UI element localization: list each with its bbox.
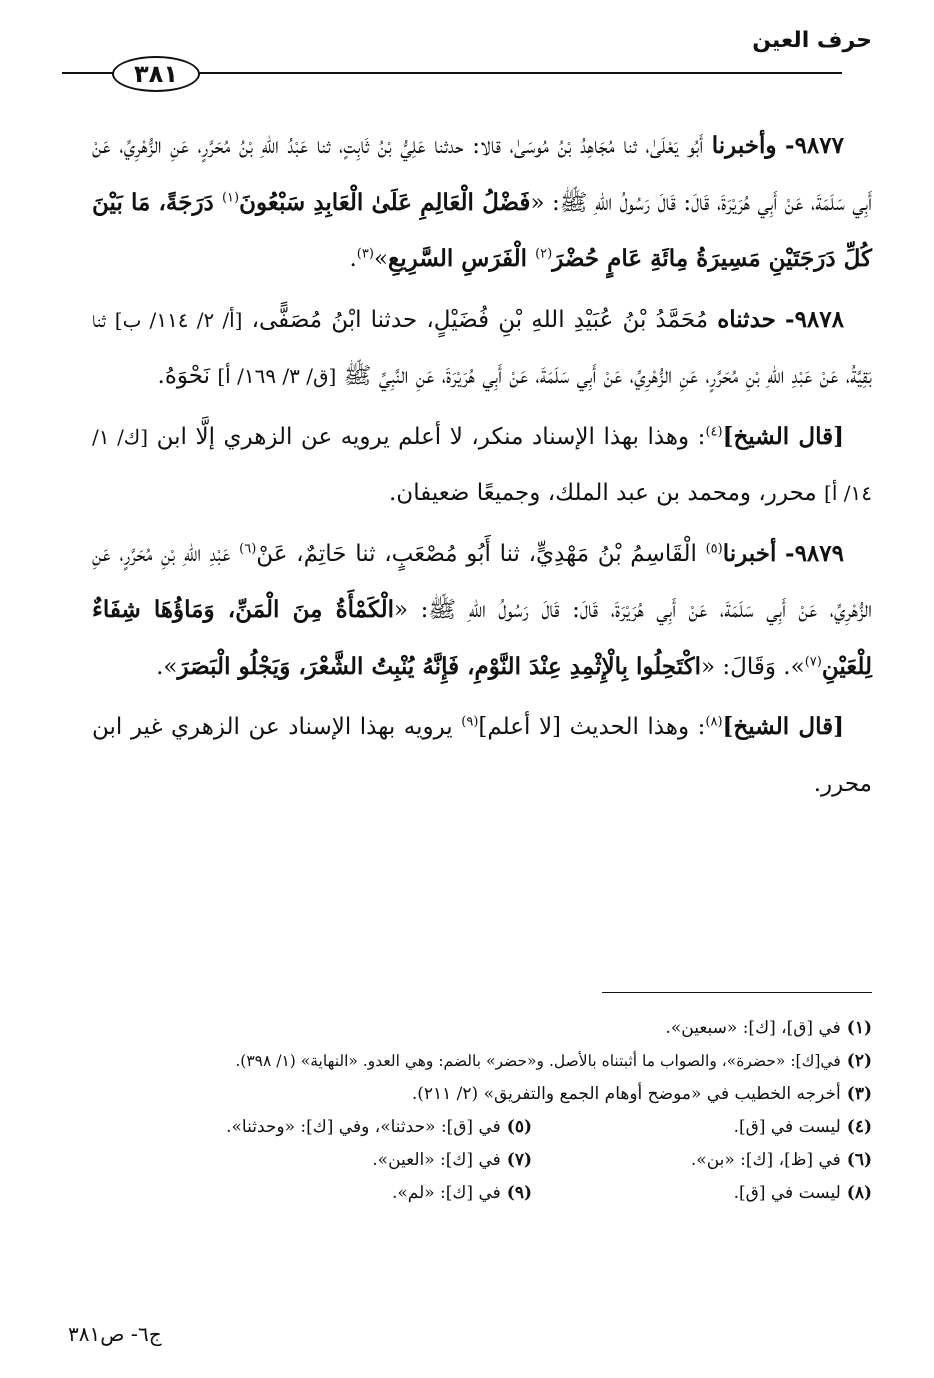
hadith-text: الْقَاسِمُ بْنُ مَهْدِيٍّ، ثنا أَبُو مُصْعَبٍ، ثنا حَاتِمٌ، عَنْ xyxy=(256,540,706,567)
comment-text: : وهذا بهذا الإسناد منكر، لا أعلم يرويه عن الزهري إلَّا ابن xyxy=(148,423,706,450)
footnote-9 xyxy=(192,1177,532,1210)
footnote-text: أخرجه الخطيب في «موضح أوهام الجمع والتفريق» (٢/ ٢١١). xyxy=(411,1084,841,1104)
hadith-text: . xyxy=(349,246,357,272)
footnote-text: في [ك]: «العين». xyxy=(372,1150,501,1170)
volume-page-signature: ج٦- ص٣٨١ xyxy=(68,1322,162,1346)
sheikh-comment-1 xyxy=(92,409,872,522)
prophetic-quote: دَرَجَةً، مَا بَيْنَ كُلِّ دَرَجَتَيْنِ مَسِيرَةُ مِائَةِ عَامٍ حُضْرَ xyxy=(92,188,872,272)
comment-text: محرر، ومحمد بن عبد الملك، وجميعًا ضعيفان. xyxy=(389,480,825,506)
comment-text: يرويه بهذا الإسناد عن الزهري غير ابن محرر. xyxy=(92,714,872,797)
narration-keyword: أخبرنا xyxy=(722,539,777,567)
manuscript-reference: [أ/ ٢/ ١١٤/ ب] xyxy=(114,307,243,332)
hadith-number: ٩٨٧٨- xyxy=(785,305,844,333)
footnotes xyxy=(92,1012,872,1210)
footnote-number: (٩) xyxy=(506,1183,532,1203)
footnote-separator xyxy=(602,992,872,993)
narration-keyword: وأخبرنا xyxy=(711,132,777,159)
footnote-8 xyxy=(532,1177,872,1210)
footnote-marker: (٦) xyxy=(239,540,257,556)
footnote-row xyxy=(92,1177,872,1210)
narration-keyword: حدثناه xyxy=(717,305,776,333)
footnote-1 xyxy=(92,1012,872,1045)
manuscript-reference: [ك/ ١/ ١٤/ أ] xyxy=(92,424,872,505)
footnote-number: (٨) xyxy=(846,1183,872,1203)
footnote-2 xyxy=(92,1045,872,1078)
comment-text: : وهذا الحديث xyxy=(561,714,706,740)
footnote-text: في [ظ]، [ك]: «بن». xyxy=(690,1150,841,1170)
hadith-9877 xyxy=(92,118,872,288)
footnote-7 xyxy=(192,1144,532,1177)
hadith-9878 xyxy=(92,292,872,405)
body-text xyxy=(92,118,872,816)
footnote-marker: (٧) xyxy=(804,653,822,669)
footnote-number: (٢) xyxy=(846,1051,872,1071)
footnote-5 xyxy=(92,1111,532,1144)
manuscript-reference: [ق/ ٣/ ١٦٩/ أ] xyxy=(217,364,337,388)
footnote-marker: (٩) xyxy=(461,714,479,730)
prophetic-quote: الْكَمْأَةُ مِنَ الْمَنِّ، وَمَاؤُهَا شِفَاءٌ لِلْعَيْنِ xyxy=(92,596,872,680)
footnote-number: (٥) xyxy=(506,1117,532,1137)
sheikh-comment-2 xyxy=(92,699,872,812)
prophetic-quote: اكْتَحِلُوا بِالْإِثْمِدِ عِنْدَ النَّوْمِ، فَإِنَّهُ يُنْبِتُ الشَّعْرَ، وَيَجْلُو الْبَصَرَ xyxy=(177,652,702,680)
hadith-text: ». وَقَالَ: « xyxy=(701,653,805,680)
footnote-3 xyxy=(92,1078,872,1111)
hadith-text: أَبُو يَعْلَىٰ، ثنا مُجَاهِدُ بْنُ مُوسَىٰ، قالا: حدثنا عَلِيُّ بْنُ ثَابِتٍ، ثنا عَبْدُ اللهِ بْنُ مُحَرَّرٍ، عَنِ الزُّهْرِيِّ، عَنْ أَبِي سَلَمَةَ، عَنْ أَبِي هُرَيْرَةَ، قَالَ: قَالَ رَسُولُ اللهِ ﷺ: « xyxy=(92,133,872,216)
footnote-marker: (٨) xyxy=(705,714,723,730)
footnote-number: (٦) xyxy=(846,1150,872,1170)
footnote-text: في[ك]: «حضرة»، والصواب ما أثبتناه بالأصل. و«حضر» بالضم: وهي العدو. «النهاية» (١/ ٣٩٨). xyxy=(235,1052,841,1070)
page-number-badge: ٣٨١ xyxy=(112,56,200,92)
footnote-marker: (١) xyxy=(221,189,240,205)
comment-lead: [قال الشيخ] xyxy=(722,422,844,450)
running-head: حرف العين xyxy=(752,28,872,53)
footnote-number: (٤) xyxy=(846,1117,872,1137)
footnote-marker: (٣) xyxy=(356,246,374,262)
footnote-text: ليست في [ق]. xyxy=(733,1183,841,1203)
footnote-marker: (٥) xyxy=(705,540,723,556)
footnote-number: (١) xyxy=(846,1018,872,1038)
hadith-number: ٩٨٧٩- xyxy=(785,539,844,567)
hadith-number: ٩٨٧٧- xyxy=(785,132,844,159)
hadith-text: ثنا بَقِيَّةُ، عَنْ عَبْدِ اللهِ بْنِ مُحَرَّرٍ، عَنِ الزُّهْرِيِّ، عَنْ أَبِي سَلَمَةَ، عَنْ أَبِي هُرَيْرَةَ، عَنِ النَّبِيِّ ﷺ xyxy=(92,306,872,389)
prophetic-quote: فَضْلُ الْعَالِمِ عَلَىٰ الْعَابِدِ سَبْعُونَ xyxy=(239,188,531,216)
manuscript-reference: [لا أعلم] xyxy=(478,714,562,740)
footnote-row xyxy=(92,1111,872,1144)
hadith-text: ». xyxy=(156,653,178,680)
footnote-marker: (٤) xyxy=(705,423,723,439)
hadith-text: نَحْوَهُ. xyxy=(157,363,218,389)
quote-close: » xyxy=(373,246,389,272)
footnote-text: ليست في [ق]. xyxy=(733,1117,841,1137)
footnote-number: (٧) xyxy=(506,1150,532,1170)
comment-lead: [قال الشيخ] xyxy=(722,713,844,740)
footnote-text: في [ق]: «حدثنا»، وفي [ك]: «وحدثنا». xyxy=(226,1117,501,1137)
prophetic-quote: الْفَرَسِ السَّرِيعِ xyxy=(388,245,536,272)
footnote-text: في [ك]: «لم». xyxy=(391,1183,501,1203)
footnote-row xyxy=(92,1144,872,1177)
hadith-text: مُحَمَّدُ بْنُ عُبَيْدِ اللهِ بْنِ فُضَيْلٍ، حدثنا ابْنُ مُصَفًّى، xyxy=(242,306,718,333)
hadith-9879 xyxy=(92,526,872,696)
footnote-text: في [ق]، [ك]: «سبعين». xyxy=(665,1018,841,1038)
footnote-number: (٣) xyxy=(846,1084,872,1104)
footnote-4 xyxy=(532,1111,872,1144)
hadith-text: عَبْدِ اللهِ بْنِ مُحَرَّرٍ، عَنِ الزُّهْرِيِّ، عَنْ أَبِي سَلَمَةَ، عَنْ أَبِي هُرَيْرَةَ، قَالَ: قَالَ رَسُولُ اللهِ ﷺ: « xyxy=(92,540,872,623)
footnote-marker: (٢) xyxy=(535,246,553,262)
footnote-6 xyxy=(532,1144,872,1177)
